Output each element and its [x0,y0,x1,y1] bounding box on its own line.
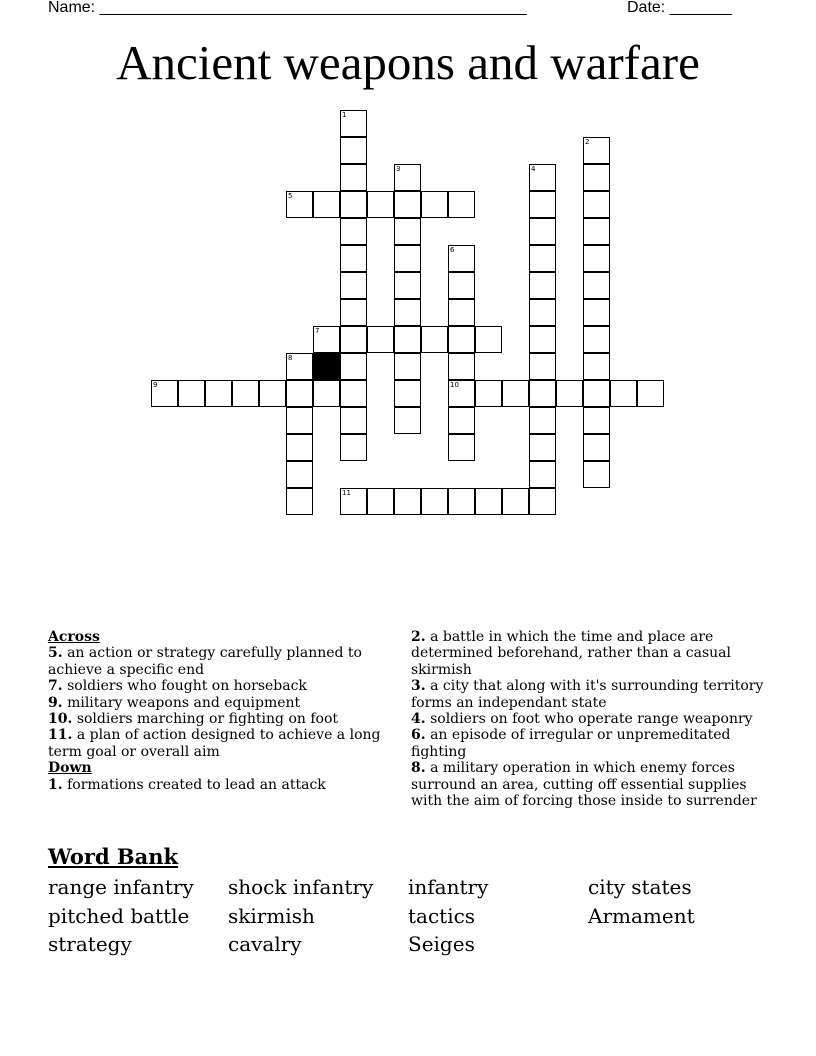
crossword-cell[interactable] [394,353,421,380]
crossword-cell[interactable] [394,326,421,353]
clue-text: soldiers marching or fighting on foot [76,711,339,728]
crossword-cell[interactable] [448,434,475,461]
word-bank-item: city states [588,875,692,899]
crossword-cell[interactable] [394,218,421,245]
crossword-cell[interactable] [529,191,556,218]
crossword-cell[interactable] [394,380,421,407]
crossword-cell[interactable] [313,191,340,218]
crossword-cell[interactable] [340,245,367,272]
clue-text: a city that along with it's surrounding territory forms an independant state [411,678,764,711]
clue-text: soldiers on foot who operate range weaponry [430,711,753,728]
crossword-cell[interactable] [610,380,637,407]
crossword-cell[interactable] [421,191,448,218]
clue-number: 1. [48,776,63,793]
cell-number: 4 [531,165,536,173]
crossword-cell[interactable] [340,326,367,353]
crossword-cell[interactable] [394,488,421,515]
crossword-cell[interactable] [583,272,610,299]
crossword-cell[interactable] [448,407,475,434]
word-bank-item: infantry [408,875,489,899]
crossword-cell[interactable] [583,407,610,434]
clue-down-1 [48,777,388,793]
word-bank-item: Armament [588,904,695,928]
crossword-cell[interactable] [583,218,610,245]
crossword-cell[interactable] [232,380,259,407]
crossword-cell[interactable] [394,164,421,191]
cell-number: 1 [342,111,347,119]
crossword-cell[interactable] [286,407,313,434]
clue-down-8 [411,760,766,809]
cell-number: 6 [450,246,455,254]
crossword-cell[interactable] [502,380,529,407]
word-bank-item: shock infantry [228,875,374,899]
crossword-cell[interactable] [475,488,502,515]
crossword-cell[interactable] [286,461,313,488]
crossword-cell[interactable] [583,164,610,191]
crossword-cell[interactable] [340,299,367,326]
crossword-cell[interactable] [529,407,556,434]
crossword-cell[interactable] [340,272,367,299]
crossword-cell[interactable] [340,380,367,407]
date-field-label: Date: _______ [627,0,732,16]
crossword-cell[interactable] [448,272,475,299]
crossword-cell[interactable] [340,218,367,245]
crossword-cell[interactable] [394,245,421,272]
crossword-cell[interactable] [367,488,394,515]
crossword-cell[interactable] [259,380,286,407]
down-heading: Down [48,760,92,777]
clue-number: 9. [48,694,63,711]
crossword-cell[interactable] [529,245,556,272]
word-bank-item: tactics [408,904,476,928]
clue-down-4 [411,711,766,727]
cell-number: 7 [315,327,320,335]
crossword-cell[interactable] [286,353,313,380]
crossword-cell[interactable] [448,380,475,407]
crossword-cell[interactable] [583,380,610,407]
crossword-cell[interactable] [637,380,664,407]
crossword-cell[interactable] [529,299,556,326]
cell-number: 9 [153,381,158,389]
crossword-cell[interactable] [448,326,475,353]
clue-number: 10. [48,711,73,728]
crossword-block [313,353,340,380]
crossword-cell[interactable] [394,299,421,326]
crossword-cell[interactable] [556,380,583,407]
crossword-cell[interactable] [286,380,313,407]
crossword-cell[interactable] [529,380,556,407]
crossword-cell[interactable] [340,488,367,515]
crossword-cell[interactable] [151,380,178,407]
crossword-cell[interactable] [529,272,556,299]
crossword-cell[interactable] [313,326,340,353]
clues-column-right [411,629,766,809]
crossword-cell[interactable] [421,326,448,353]
clue-number: 5. [48,645,63,662]
clue-text: military weapons and equipment [67,694,301,711]
name-field-label: Name: ________________________________________________ [48,0,527,16]
crossword-cell[interactable] [583,326,610,353]
crossword-cell[interactable] [475,380,502,407]
across-heading: Across [48,629,100,645]
crossword-cell[interactable] [340,191,367,218]
clue-text: formations created to lead an attack [67,776,326,793]
word-bank-item: strategy [48,932,132,956]
clue-across-11 [48,727,388,760]
word-bank-item: Seiges [408,932,475,956]
cell-number: 5 [288,192,293,200]
crossword-cell[interactable] [583,137,610,164]
crossword-cell[interactable] [367,191,394,218]
crossword-cell[interactable] [394,407,421,434]
crossword-cell[interactable] [529,488,556,515]
crossword-cell[interactable] [529,353,556,380]
crossword-cell[interactable] [448,245,475,272]
clue-number: 3. [411,678,426,695]
word-bank-item: cavalry [228,932,302,956]
crossword-cell[interactable] [367,326,394,353]
crossword-cell[interactable] [205,380,232,407]
crossword-cell[interactable] [340,137,367,164]
clue-number: 11. [48,727,73,744]
crossword-cell[interactable] [421,488,448,515]
crossword-cell[interactable] [340,407,367,434]
crossword-cell[interactable] [529,326,556,353]
crossword-cell[interactable] [583,245,610,272]
cell-number: 8 [288,354,293,362]
crossword-cell[interactable] [475,326,502,353]
clue-number: 7. [48,678,63,695]
page-title: Ancient weapons and warfare [116,35,700,90]
crossword-cell[interactable] [394,272,421,299]
clue-number: 6. [411,727,426,744]
clue-text: an episode of irregular or unpremeditated fighting [411,727,731,760]
word-bank-title: Word Bank [48,844,179,869]
clue-number: 8. [411,760,426,777]
clue-text: a battle in which the time and place are determined beforehand, rather than a casual skirmish [411,629,731,678]
clue-number: 4. [411,711,426,728]
word-bank-item: skirmish [228,904,315,928]
crossword-cell[interactable] [583,353,610,380]
crossword-cell[interactable] [286,191,313,218]
clue-text: a plan of action designed to achieve a long term goal or overall aim [48,727,381,760]
word-bank-item: pitched battle [48,904,190,928]
cell-number: 2 [585,138,590,146]
crossword-cell[interactable] [583,461,610,488]
clue-down-6 [411,727,766,760]
crossword-cell[interactable] [529,461,556,488]
crossword-cell[interactable] [340,434,367,461]
crossword-cell[interactable] [340,164,367,191]
clue-across-7 [48,678,388,694]
clue-number: 2. [411,629,426,645]
cell-number: 10 [450,381,459,389]
crossword-cell[interactable] [394,191,421,218]
crossword-cell[interactable] [529,218,556,245]
clue-across-9 [48,695,388,711]
clues-column-left [48,629,388,793]
clue-across-5 [48,645,388,678]
crossword-cell[interactable] [583,191,610,218]
crossword-cell[interactable] [340,353,367,380]
crossword-cell[interactable] [583,299,610,326]
cell-number: 3 [396,165,401,173]
word-bank-item: range infantry [48,875,194,899]
crossword-cell[interactable] [313,380,340,407]
crossword-cell[interactable] [286,434,313,461]
clue-text: an action or strategy carefully planned to achieve a specific end [48,645,362,678]
cell-number: 11 [342,489,351,497]
clue-down-2 [411,629,766,678]
crossword-cell[interactable] [448,299,475,326]
crossword-cell[interactable] [340,110,367,137]
clue-text: a military operation in which enemy forces surround an area, cutting off essential supplies with the aim of forcing those inside to surrender [411,760,757,810]
crossword-cell[interactable] [286,488,313,515]
clue-across-10 [48,711,388,727]
clue-text: soldiers who fought on horseback [67,678,307,695]
crossword-cell[interactable] [448,353,475,380]
crossword-cell[interactable] [502,488,529,515]
crossword-cell[interactable] [529,164,556,191]
crossword-cell[interactable] [529,434,556,461]
crossword-cell[interactable] [448,488,475,515]
crossword-cell[interactable] [448,191,475,218]
crossword-cell[interactable] [583,434,610,461]
crossword-cell[interactable] [178,380,205,407]
clue-down-3 [411,678,766,711]
